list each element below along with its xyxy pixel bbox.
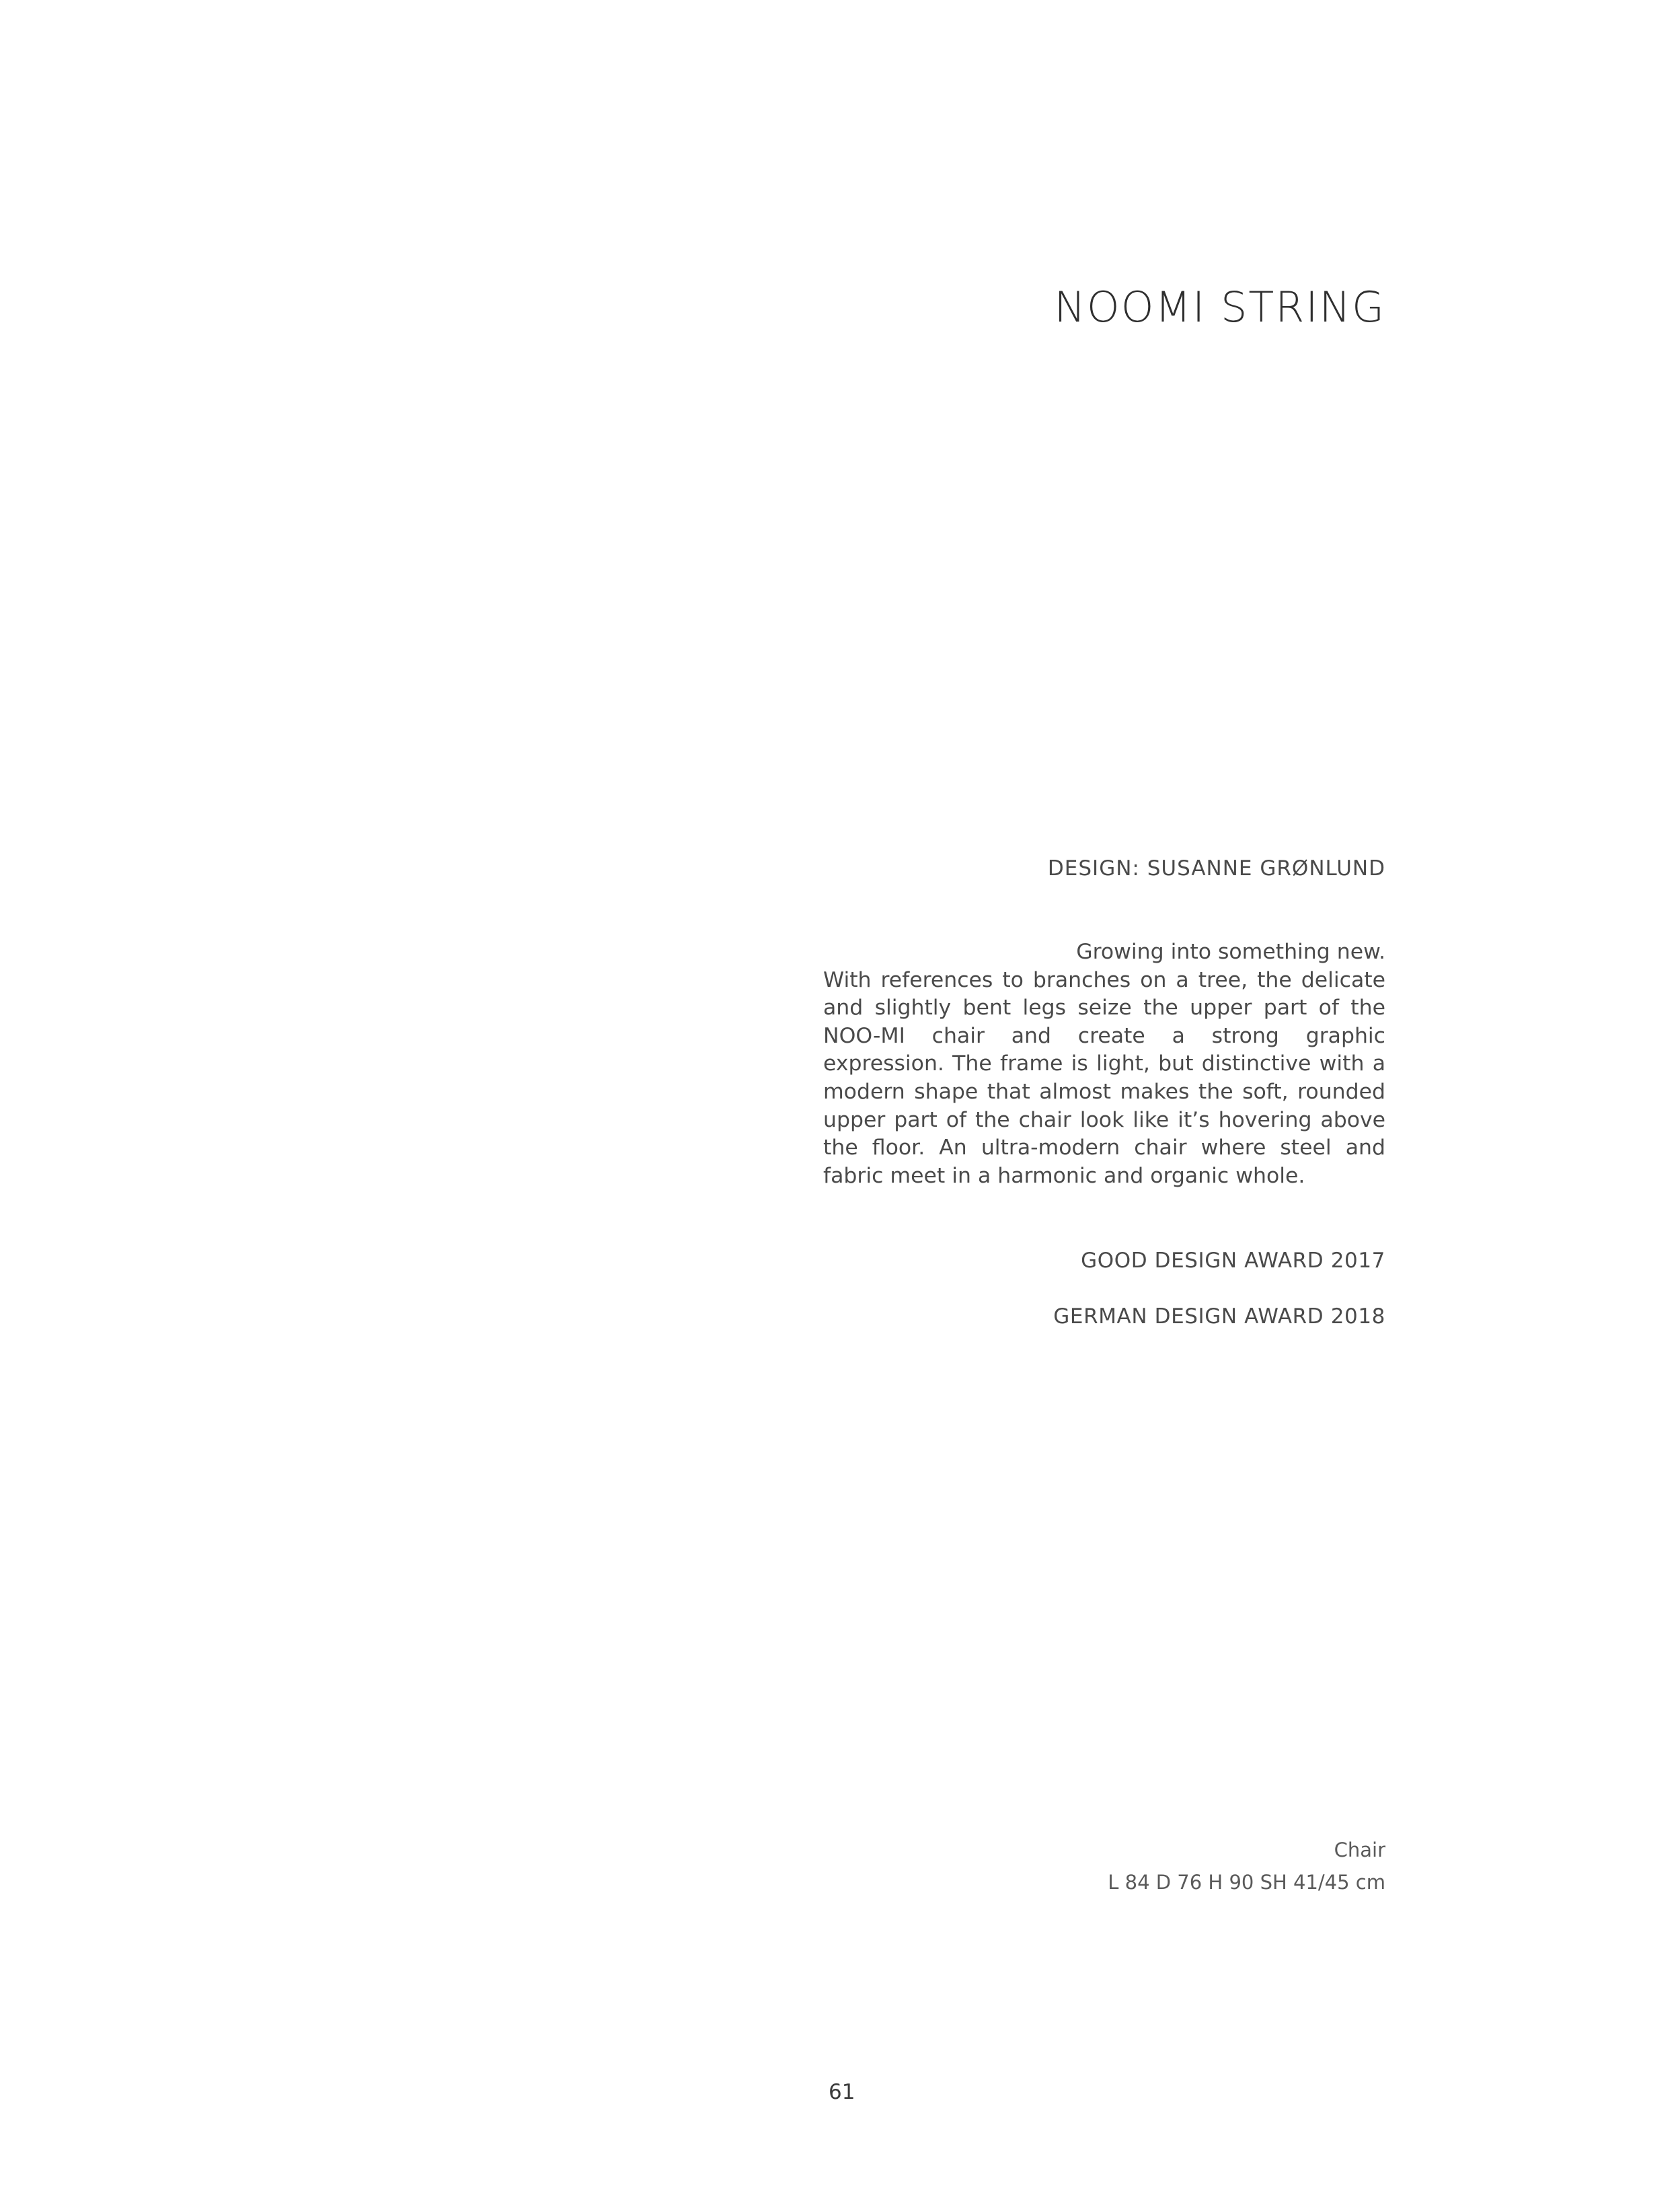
spec-dimensions: L 84 D 76 H 90 SH 41/45 cm [1108,1871,1385,1894]
spec-type: Chair [1334,1839,1385,1861]
award-good-design: GOOD DESIGN AWARD 2017 [1081,1249,1385,1273]
product-description [823,938,1385,1190]
designer-credit: DESIGN: SUSANNE GRØNLUND [1047,856,1385,881]
award-german-design: GERMAN DESIGN AWARD 2018 [1053,1304,1385,1329]
product-title: NOOMI STRING [1054,283,1385,332]
description-body: With references to branches on a tree, the delicate and slightly bent legs seize the upper part of the NOO-MI chair and create a strong graphic expression. The frame is light, but distinctive with a modern shape that almost makes the soft, rounded upper part of the chair look like it’s hovering above the floor. An ultra-modern chair where steel and fabric meet in a harmonic and organic whole. [823,967,1385,1188]
page-number: 61 [829,2080,855,2104]
description-lead: Growing into something new. [1076,940,1385,964]
